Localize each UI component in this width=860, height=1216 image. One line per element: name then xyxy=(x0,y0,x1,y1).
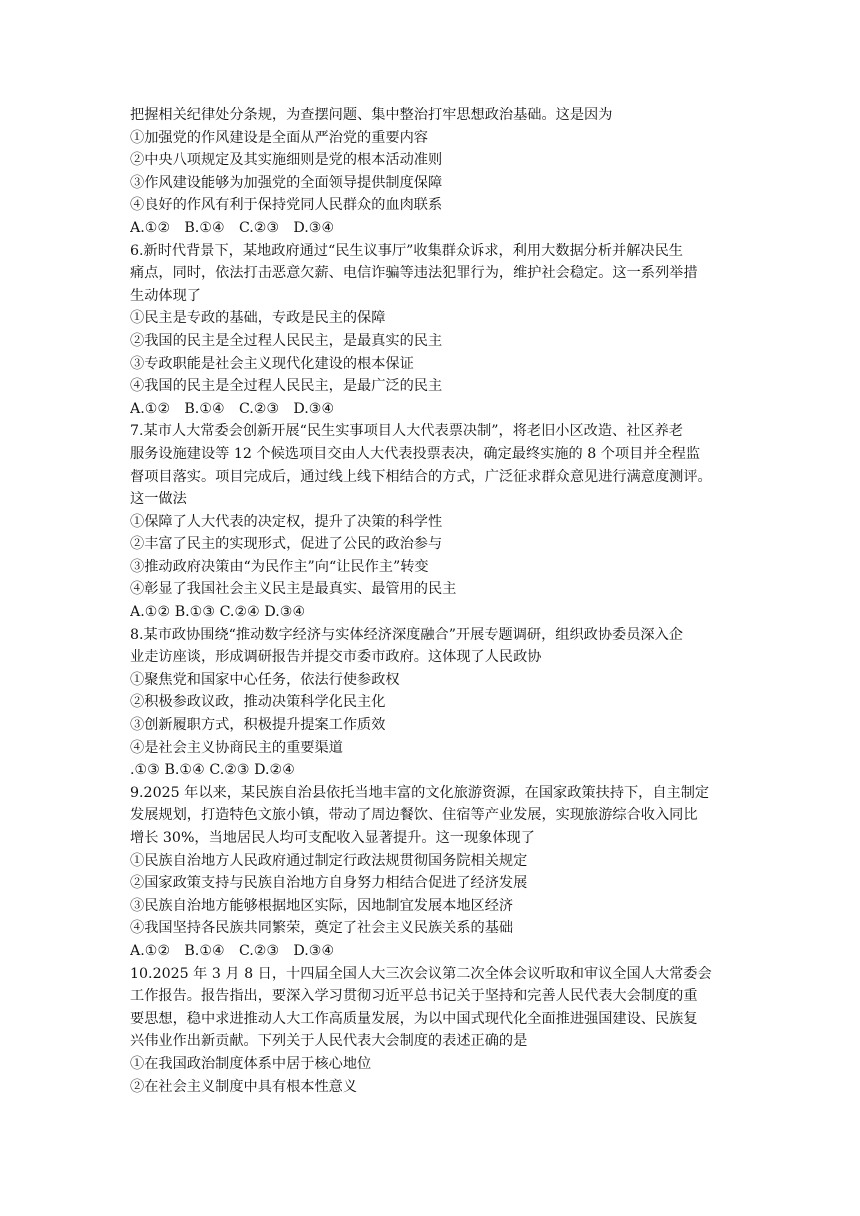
text-line: 工作报告。报告指出，要深入学习贯彻习近平总书记关于坚持和完善人民代表大会制度的重 xyxy=(130,988,698,1005)
statement-option: ②中央八项规定及其实施细则是党的根本活动准则 xyxy=(130,152,443,169)
statement-option: ③专政职能是社会主义现代化建设的根本保证 xyxy=(130,355,414,372)
statement-option: ①民主是专政的基础，专政是民主的保障 xyxy=(130,310,386,327)
statement-option: ①聚焦党和国家中心任务，依法行使参政权 xyxy=(130,671,400,688)
answer-options: A.①② B.①③ C.②④ D.③④ xyxy=(130,604,306,621)
statement-option: ②我国的民主是全过程人民民主，是最真实的民主 xyxy=(130,332,443,349)
statement-option: ③民族自治地方能够根据地区实际，因地制宜发展本地区经济 xyxy=(130,897,514,914)
text-line: 要思想，稳中求进推动人大工作高质量发展，为以中国式现代化全面推进强国建设、民族复 xyxy=(130,1010,698,1027)
statement-option: ③推动政府决策由“为民作主”向“让民作主”转变 xyxy=(130,558,429,575)
statement-option: ④我国坚持各民族共同繁荣，奠定了社会主义民族关系的基础 xyxy=(130,920,514,937)
text-line: 9.2025 年以来，某民族自治县依托当地丰富的文化旅游资源，在国家政策扶持下，自主制定 xyxy=(130,784,710,801)
statement-option: ④是社会主义协商民主的重要渠道 xyxy=(130,739,343,756)
statement-option: ③创新履职方式，积极提升提案工作质效 xyxy=(130,717,386,734)
statement-option: ②积极参政议政，推动决策科学化民主化 xyxy=(130,694,386,711)
text-line: 6.新时代背景下，某地政府通过“民生议事厅”收集群众诉求，利用大数据分析并解决民生 xyxy=(130,242,683,259)
text-line: 增长 30%，当地居民人均可支配收入显著提升。这一现象体现了 xyxy=(130,830,535,846)
statement-option: ②国家政策支持与民族自治地方自身努力相结合促进了经济发展 xyxy=(130,875,528,892)
text-line: 8.某市政协围绕“推动数字经济与实体经济深度融合”开展专题调研，组织政协委员深入企 xyxy=(130,626,683,643)
statement-option: ③作风建设能够为加强党的全面领导提供制度保障 xyxy=(130,174,443,191)
answer-options: A.①② B.①④ C.②③ D.③④ xyxy=(130,219,335,236)
answer-options: A.①② B.①④ C.②③ D.③④ xyxy=(130,400,335,417)
text-line: 7.某市人大常委会创新开展“民生实事项目人大代表票决制”，将老旧小区改造、社区养老 xyxy=(130,423,683,440)
answer-options: A.①② B.①④ C.②③ D.③④ xyxy=(130,942,335,959)
statement-option: ①加强党的作风建设是全面从严治党的重要内容 xyxy=(130,129,428,146)
text-line: 业走访座谈，形成调研报告并提交市委市政府。这体现了人民政协 xyxy=(130,649,542,666)
answer-options: .①③ B.①④ C.②③ D.②④ xyxy=(130,762,295,779)
statement-option: ①保障了人大代表的决定权，提升了决策的科学性 xyxy=(130,513,443,530)
statement-option: ①在我国政治制度体系中居于核心地位 xyxy=(130,1055,372,1072)
text-line: 兴伟业作出新贡献。下列关于人民代表大会制度的表述正确的是 xyxy=(130,1033,528,1050)
statement-option: ④彰显了我国社会主义民主是最真实、最管用的民主 xyxy=(130,581,457,598)
text-line: 10.2025 年 3 月 8 日，十四届全国人大三次会议第二次全体会议听取和审议全国人大常委会 xyxy=(130,965,712,982)
text-line: 这一做法 xyxy=(130,491,187,508)
statement-option: ④我国的民主是全过程人民民主，是最广泛的民主 xyxy=(130,378,443,395)
text-line: 发展规划，打造特色文旅小镇，带动了周边餐饮、住宿等产业发展，实现旅游综合收入同比 xyxy=(130,807,698,824)
statement-option: ②丰富了民主的实现形式，促进了公民的政治参与 xyxy=(130,536,443,553)
statement-option: ④良好的作风有利于保持党同人民群众的血肉联系 xyxy=(130,197,443,214)
text-line: 服务设施建设等 12 个候选项目交由人大代表投票表决，确定最终实施的 8 个项目并全程监 xyxy=(130,445,701,462)
text-line: 督项目落实。项目完成后，通过线上线下相结合的方式，广泛征求群众意见进行满意度测评。 xyxy=(130,468,712,485)
document-text xyxy=(130,104,730,1098)
statement-option: ①民族自治地方人民政府通过制定行政法规贯彻国务院相关规定 xyxy=(130,852,528,869)
text-line: 痛点，同时，依法打击恶意欠薪、电信诈骗等违法犯罪行为，维护社会稳定。这一系列举措 xyxy=(130,265,698,282)
statement-option: ②在社会主义制度中具有根本性意义 xyxy=(130,1078,358,1095)
text-line: 生动体现了 xyxy=(130,287,201,304)
text-line: 把握相关纪律处分条规，为查摆问题、集中整治打牢思想政治基础。这是因为 xyxy=(130,107,613,123)
